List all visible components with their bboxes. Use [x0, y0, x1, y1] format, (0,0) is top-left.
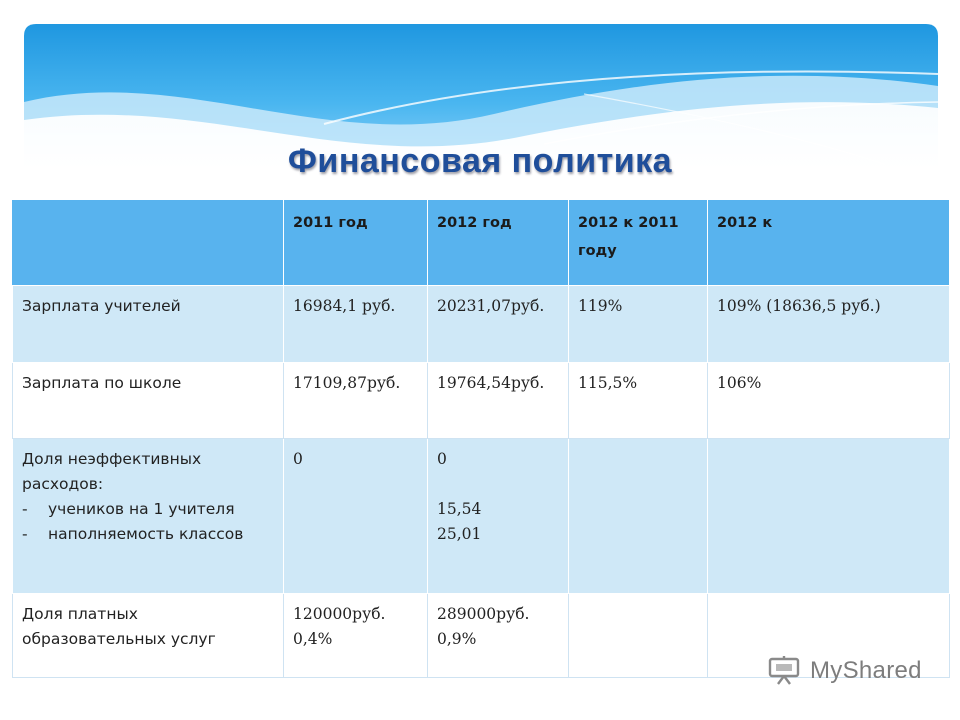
presentation-board-icon [768, 656, 802, 686]
value-ratio [569, 439, 708, 594]
table-row [13, 363, 950, 439]
table-row [13, 439, 950, 594]
header-cell-2011: 2011 год [284, 200, 428, 286]
value-2011: 16984,1 руб. [284, 286, 428, 363]
header-cell-2012: 2012 год [428, 200, 569, 286]
value-2011-cell [284, 594, 428, 678]
value-2011: 17109,87руб. [284, 363, 428, 439]
row-label: Доля платных образовательных услуг [13, 594, 284, 678]
value-students-per-teacher: 15,54 [437, 500, 482, 518]
row-label-cell [13, 439, 284, 594]
value-ratio: 119% [569, 286, 708, 363]
value-2012: 20231,07руб. [428, 286, 569, 363]
slide-title: Финансовая политика [287, 142, 673, 180]
value-2012-cell [428, 594, 569, 678]
spacer [437, 472, 560, 497]
header-cell-2012-vs-2011: 2012 к 2011 году [569, 200, 708, 286]
row-label: Зарплата по школе [13, 363, 284, 439]
value-2011: 120000руб. [293, 605, 386, 623]
value-ratio [569, 594, 708, 678]
value-2012: 19764,54руб. [428, 363, 569, 439]
value-2012: 0 [437, 450, 447, 468]
share-2011: 0,4% [293, 630, 333, 648]
header-cell-2012-vs: 2012 к [708, 200, 950, 286]
row-label: Зарплата учителей [13, 286, 284, 363]
bullet-dash: - [22, 525, 28, 543]
value-2012-cell [428, 439, 569, 594]
row-label: Доля неэффективных расходов: [22, 450, 202, 493]
watermark-text: MyShared [810, 657, 922, 684]
header-cell-empty [13, 200, 284, 286]
sub-item-text: наполняемость классов [48, 525, 244, 543]
table-header-row [13, 200, 950, 286]
value-class-fill: 25,01 [437, 525, 482, 543]
table-row [13, 286, 950, 363]
value-comparison [708, 439, 950, 594]
sub-item [22, 522, 275, 547]
bullet-dash: - [22, 500, 28, 518]
value-ratio: 115,5% [569, 363, 708, 439]
sub-item [22, 497, 275, 522]
value-comparison: 106% [708, 363, 950, 439]
sub-item-text: учеников на 1 учителя [48, 500, 235, 518]
finance-table [12, 199, 950, 678]
value-2011: 0 [284, 439, 428, 594]
value-comparison: 109% (18636,5 руб.) [708, 286, 950, 363]
value-2012: 289000руб. [437, 605, 530, 623]
watermark-logo [768, 656, 922, 686]
share-2012: 0,9% [437, 630, 477, 648]
